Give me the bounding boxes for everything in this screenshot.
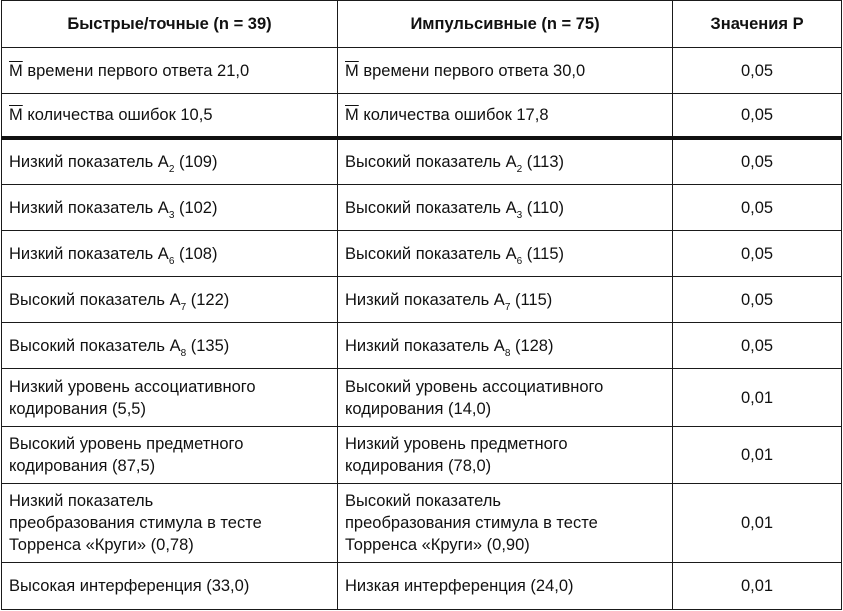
cell-impulsive: Низкая интерференция (24,0) — [338, 563, 673, 610]
cell-fast: $\overline{M}$ времени первого ответа 21,0 — [2, 48, 338, 94]
cell-p: 0,01 — [673, 369, 842, 427]
cell-fast: Низкий уровень ассоциативного кодирования (5,5) — [2, 369, 338, 427]
cell-p: 0,01 — [673, 484, 842, 563]
cell-p: 0,05 — [673, 185, 842, 231]
cell-p: 0,05 — [673, 231, 842, 277]
header-fast: Быстрые/точные (n = 39) — [2, 1, 338, 48]
cell-p: 0,01 — [673, 427, 842, 484]
cell-fast: Низкий показатель $A_3$ (102) — [2, 185, 338, 231]
cell-p: 0,05 — [673, 277, 842, 323]
table-row — [2, 185, 842, 231]
cell-p: 0,01 — [673, 563, 842, 610]
cell-impulsive: Высокий показатель $A_3$ (110) — [338, 185, 673, 231]
cell-impulsive: $\overline{M}$ количества ошибок 17,8 — [338, 94, 673, 138]
cell-impulsive: Высокий показатель $A_6$ (115) — [338, 231, 673, 277]
header-impulsive: Импульсивные (n = 75) — [338, 1, 673, 48]
cell-fast: Высокий показатель $A_8$ (135) — [2, 323, 338, 369]
cell-fast: Низкий показатель преобразования стимула в тесте Торренса «Круги» (0,78) — [2, 484, 338, 563]
table-row — [2, 323, 842, 369]
table-row — [2, 138, 842, 185]
header-row — [2, 1, 842, 48]
cell-impulsive: Высокий уровень ассоциативного кодирования (14,0) — [338, 369, 673, 427]
cell-fast: Высокий уровень предметного кодирования (87,5) — [2, 427, 338, 484]
cell-p: 0,05 — [673, 48, 842, 94]
table-row — [2, 369, 842, 427]
header-p-values: Значения P — [673, 1, 842, 48]
table-row — [2, 231, 842, 277]
cell-impulsive: Низкий показатель $A_8$ (128) — [338, 323, 673, 369]
cell-fast: Высокая интерференция (33,0) — [2, 563, 338, 610]
cell-impulsive: Низкий уровень предметного кодирования (78,0) — [338, 427, 673, 484]
table-row — [2, 484, 842, 563]
table-row — [2, 427, 842, 484]
table-row — [2, 277, 842, 323]
cell-impulsive: Высокий показатель $A_2$ (113) — [338, 138, 673, 185]
cell-fast: Низкий показатель $A_6$ (108) — [2, 231, 338, 277]
table-row — [2, 563, 842, 610]
comparison-table — [1, 0, 842, 610]
cell-fast: Низкий показатель $A_2$ (109) — [2, 138, 338, 185]
table-row — [2, 94, 842, 138]
cell-p: 0,05 — [673, 138, 842, 185]
cell-impulsive: $\overline{M}$ времени первого ответа 30,0 — [338, 48, 673, 94]
cell-impulsive: Низкий показатель $A_7$ (115) — [338, 277, 673, 323]
cell-p: 0,05 — [673, 94, 842, 138]
cell-impulsive: Высокий показатель преобразования стимула в тесте Торренса «Круги» (0,90) — [338, 484, 673, 563]
cell-p: 0,05 — [673, 323, 842, 369]
cell-fast: Высокий показатель $A_7$ (122) — [2, 277, 338, 323]
cell-fast: $\overline{M}$ количества ошибок 10,5 — [2, 94, 338, 138]
table-row — [2, 48, 842, 94]
